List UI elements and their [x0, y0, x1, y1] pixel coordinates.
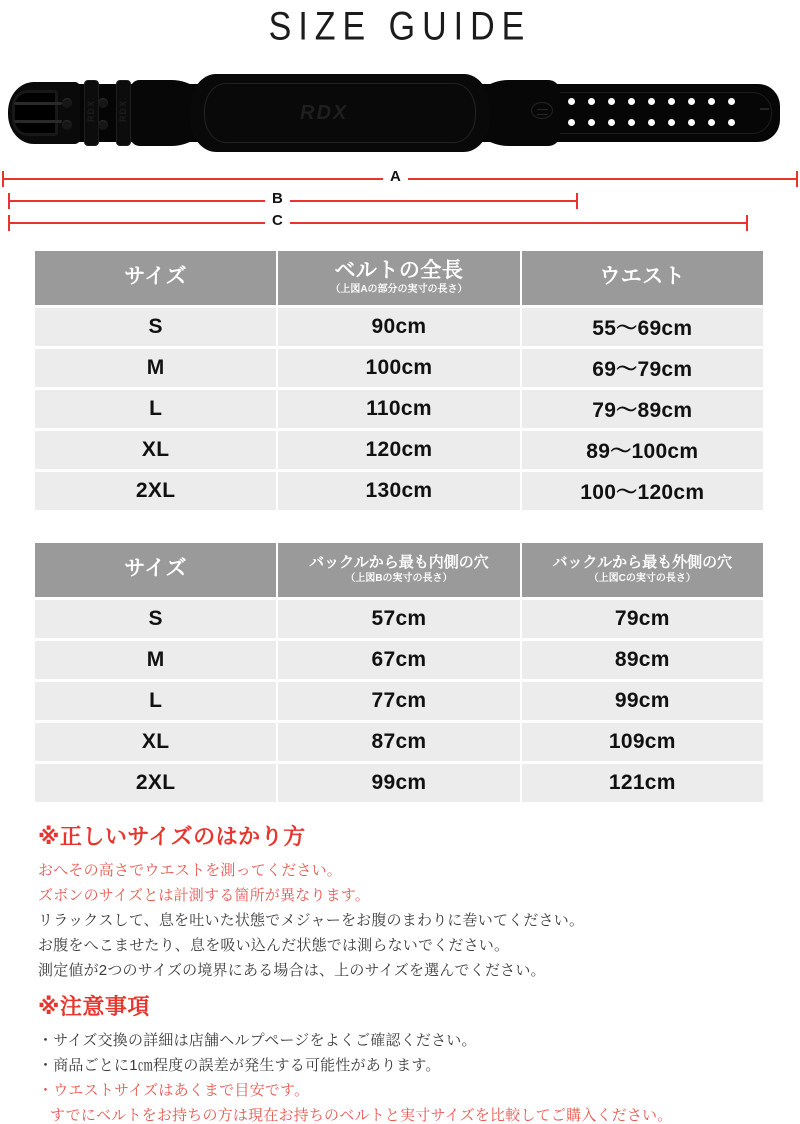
cell-waist: 79〜89cm [522, 390, 763, 428]
belt-hole [688, 119, 695, 126]
table-row [35, 390, 763, 428]
dimension-lines [0, 168, 800, 234]
measuring-instructions-line: 測定値が2つのサイズの境界にある場合は、上のサイズを選んでください。 [38, 962, 546, 979]
measuring-instructions-line: ズボンのサイズとは計測する箇所が異なります。 [38, 887, 371, 904]
table-row [35, 600, 763, 638]
table-row [35, 723, 763, 761]
cell-waist: 55〜69cm [522, 308, 763, 346]
cell-inner-hole: 87cm [278, 723, 519, 761]
belt-illustration [0, 72, 800, 162]
cell-inner-hole: 77cm [278, 682, 519, 720]
dim-a-cap-right [796, 171, 798, 187]
belt-hole [728, 98, 735, 105]
belt-rivet [62, 98, 72, 108]
keeper-brand-mark-1: RDX [86, 99, 97, 123]
measuring-instructions-line: お腹をへこませたり、息を吸い込んだ状態では測らないでください。 [38, 937, 510, 954]
header-inner-hole-sub: （上図Bの実寸の長さ） [345, 572, 453, 584]
cell-size: S [35, 600, 276, 638]
belt-rivet [98, 120, 108, 130]
measuring-instructions-line: リラックスして、息を吐いた状態でメジャーをお腹のまわりに巻いてください。 [38, 912, 585, 929]
cell-belt-length: 100cm [278, 349, 519, 387]
dim-c-cap-right [746, 215, 748, 231]
belt-hole [688, 98, 695, 105]
cell-size: XL [35, 431, 276, 469]
buckle-frame [12, 90, 58, 136]
cell-outer-hole: 121cm [522, 764, 763, 802]
size-table-length [33, 248, 765, 513]
table-header-row [35, 251, 763, 305]
cell-size: M [35, 641, 276, 679]
cautions-line: ・商品ごとに1㎝程度の誤差が発生する可能性があります。 [38, 1057, 441, 1074]
dim-b-label: B [265, 188, 290, 210]
cautions-line: ・サイズ交換の詳細は店舗ヘルプページをよくご確認ください。 [38, 1032, 477, 1049]
table-row [35, 349, 763, 387]
belt-rivet [98, 98, 108, 108]
header-belt-length-sub: （上図Aの部分の実寸の長さ） [330, 284, 468, 296]
cell-outer-hole: 89cm [522, 641, 763, 679]
size-table-holes [33, 540, 765, 805]
header-size-2-label: サイズ [124, 557, 188, 581]
cell-waist: 69〜79cm [522, 349, 763, 387]
header-size-2 [35, 543, 276, 597]
cell-size: L [35, 390, 276, 428]
cautions-heading: ※注意事項 [38, 994, 150, 1019]
table-header-row [35, 543, 763, 597]
cell-outer-hole: 99cm [522, 682, 763, 720]
dim-b-line [9, 200, 577, 202]
cell-outer-hole: 109cm [522, 723, 763, 761]
header-outer-hole-sub: （上図Cの実寸の長さ） [588, 572, 696, 584]
dim-c-line [9, 222, 747, 224]
table-row [35, 472, 763, 510]
belt-hole [628, 119, 635, 126]
cell-waist: 100〜120cm [522, 472, 763, 510]
measuring-instructions-heading: ※正しいサイズのはかり方 [38, 824, 306, 849]
cell-size: M [35, 349, 276, 387]
belt-hole [668, 98, 675, 105]
dim-b-cap-right [576, 193, 578, 209]
belt-hole [568, 119, 575, 126]
cell-size: 2XL [35, 764, 276, 802]
cautions-line: ・ウエストサイズはあくまで目安です。 [38, 1082, 310, 1099]
header-belt-length [278, 251, 519, 305]
header-inner-hole-label: バックルから最も内側の穴 [309, 554, 489, 572]
table-row [35, 308, 763, 346]
cautions-line: すでにベルトをお持ちの方は現在お持ちのベルトと実寸サイズを比較してご購入ください。 [50, 1107, 673, 1124]
cell-belt-length: 90cm [278, 308, 519, 346]
table-row [35, 641, 763, 679]
dim-c-label: C [265, 210, 290, 232]
cell-waist: 89〜100cm [522, 431, 763, 469]
header-inner-hole [278, 543, 519, 597]
buckle-prong-top [14, 102, 62, 105]
cell-size: L [35, 682, 276, 720]
dimension-row-b [0, 190, 800, 212]
belt-hole [568, 98, 575, 105]
belt-brand-logo: RDX [300, 102, 349, 124]
dim-a-label: A [383, 166, 408, 188]
header-outer-hole [522, 543, 763, 597]
header-size-label: サイズ [124, 265, 188, 289]
cell-inner-hole: 67cm [278, 641, 519, 679]
cautions-section [38, 990, 768, 1124]
belt-rivet [62, 120, 72, 130]
belt-hole [608, 98, 615, 105]
belt-hole [588, 119, 595, 126]
table-row [35, 682, 763, 720]
belt-hole [648, 119, 655, 126]
measuring-instructions-line: おへその高さでウエストを測ってください。 [38, 862, 343, 879]
header-waist [522, 251, 763, 305]
cell-size: 2XL [35, 472, 276, 510]
belt-hole-grid [568, 98, 748, 130]
measuring-instructions [38, 820, 768, 983]
belt-hole [628, 98, 635, 105]
belt-hole [668, 119, 675, 126]
table-row [35, 764, 763, 802]
cell-inner-hole: 99cm [278, 764, 519, 802]
cell-size: S [35, 308, 276, 346]
belt-medallion-icon [531, 102, 553, 119]
table-row [35, 431, 763, 469]
dimension-row-a [0, 168, 800, 190]
cell-outer-hole: 79cm [522, 600, 763, 638]
cell-belt-length: 130cm [278, 472, 519, 510]
dimension-row-c [0, 212, 800, 234]
belt-hole [708, 98, 715, 105]
page-title: SIZE GUIDE [268, 4, 532, 49]
belt-hole [608, 119, 615, 126]
header-outer-hole-label: バックルから最も外側の穴 [552, 554, 733, 572]
belt-tail-slot [760, 108, 769, 110]
buckle-prong-bottom [14, 120, 62, 123]
cell-belt-length: 120cm [278, 431, 519, 469]
header-size [35, 251, 276, 305]
cell-belt-length: 110cm [278, 390, 519, 428]
header-waist-label: ウエスト [599, 265, 686, 289]
cell-size: XL [35, 723, 276, 761]
belt-hole [648, 98, 655, 105]
keeper-brand-mark-2: RDX [118, 99, 129, 123]
belt-hole [728, 119, 735, 126]
header-belt-length-label: ベルトの全長 [334, 258, 464, 282]
belt-hole [588, 98, 595, 105]
cell-inner-hole: 57cm [278, 600, 519, 638]
belt-hole [708, 119, 715, 126]
